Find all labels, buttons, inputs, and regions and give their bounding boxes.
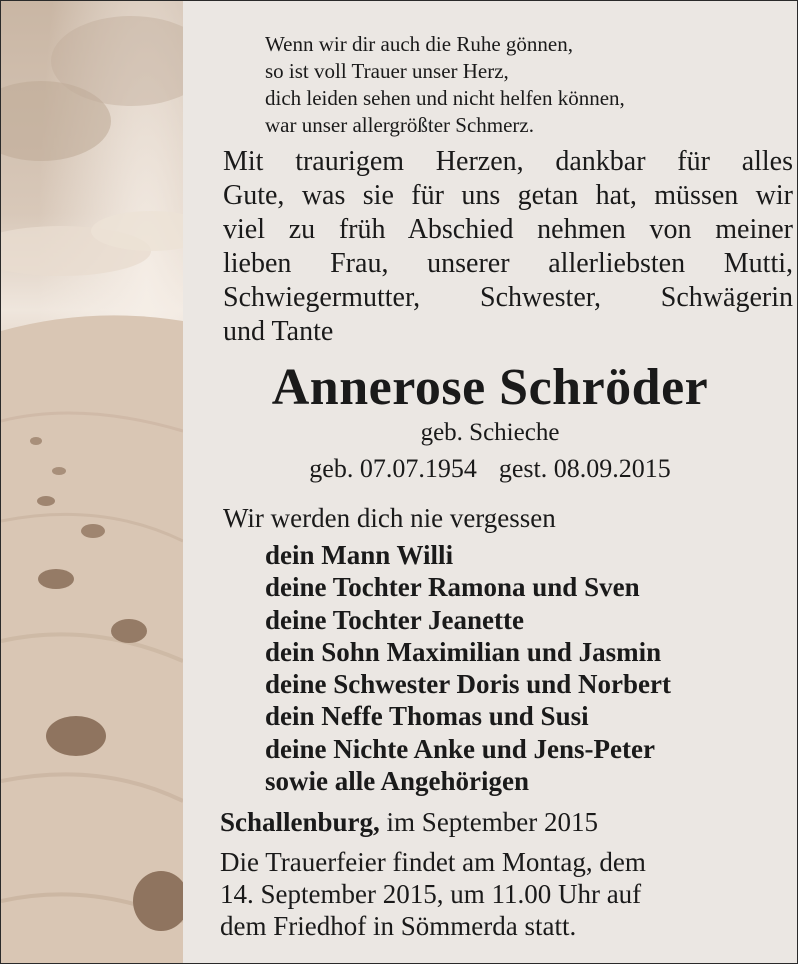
family-member: dein Mann Willi bbox=[265, 540, 454, 570]
family-member: deine Tochter Jeanette bbox=[265, 604, 524, 635]
birth-date: geb. 07.07.1954 bbox=[309, 454, 477, 483]
intro-line: Schwiegermutter, Schwester, Schwägerin bbox=[223, 282, 793, 313]
poem-line: so ist voll Trauer unser Herz, bbox=[265, 59, 509, 83]
funeral-line: dem Friedhof in Sömmerda statt. bbox=[220, 911, 577, 941]
funeral-line: Die Trauerfeier findet am Montag, dem bbox=[220, 847, 646, 877]
intro-line: lieben Frau, unserer allerliebsten Mutti, bbox=[223, 248, 793, 279]
life-dates bbox=[183, 453, 797, 485]
family-member: sowie alle Angehörigen bbox=[265, 766, 529, 797]
funeral-notice bbox=[220, 846, 646, 942]
poem-line: dich leiden sehen und nicht helfen können, bbox=[265, 86, 625, 110]
footprints-in-sand-image bbox=[1, 1, 183, 963]
death-date: gest. 08.09.2015 bbox=[498, 454, 671, 483]
poem-line: war unser allergrößter Schmerz. bbox=[265, 113, 535, 137]
family-member: deine Nichte Anke und Jens-Peter bbox=[265, 733, 655, 764]
birth-name: geb. Schieche bbox=[420, 419, 560, 446]
family-list bbox=[265, 539, 671, 797]
place-date: im September 2015 bbox=[386, 807, 599, 837]
family-member: dein Neffe Thomas und Susi bbox=[265, 701, 589, 732]
place-date-line bbox=[220, 806, 598, 838]
funeral-line: 14. September 2015, um 11.00 Uhr auf bbox=[220, 879, 642, 909]
intro-paragraph bbox=[223, 145, 793, 349]
intro-line: Gute, was sie für uns getan hat, müssen wir bbox=[223, 180, 793, 211]
poem bbox=[265, 31, 625, 139]
obituary-text-panel bbox=[183, 1, 797, 963]
deceased-name: Annerose Schröder bbox=[271, 359, 709, 416]
family-member: deine Tochter Ramona und Sven bbox=[265, 572, 640, 603]
intro-line: und Tante bbox=[223, 316, 334, 347]
poem-line: Wenn wir dir auch die Ruhe gönnen, bbox=[265, 32, 573, 56]
family-member: deine Schwester Doris und Norbert bbox=[265, 669, 671, 700]
place-town: Schallenburg, bbox=[220, 807, 380, 837]
intro-line: Mit traurigem Herzen, dankbar für alles bbox=[223, 146, 793, 177]
intro-line: viel zu früh Abschied nehmen von meiner bbox=[223, 214, 793, 245]
family-member: dein Sohn Maximilian und Jasmin bbox=[265, 636, 662, 667]
never-forget-line: Wir werden dich nie vergessen bbox=[223, 503, 556, 533]
